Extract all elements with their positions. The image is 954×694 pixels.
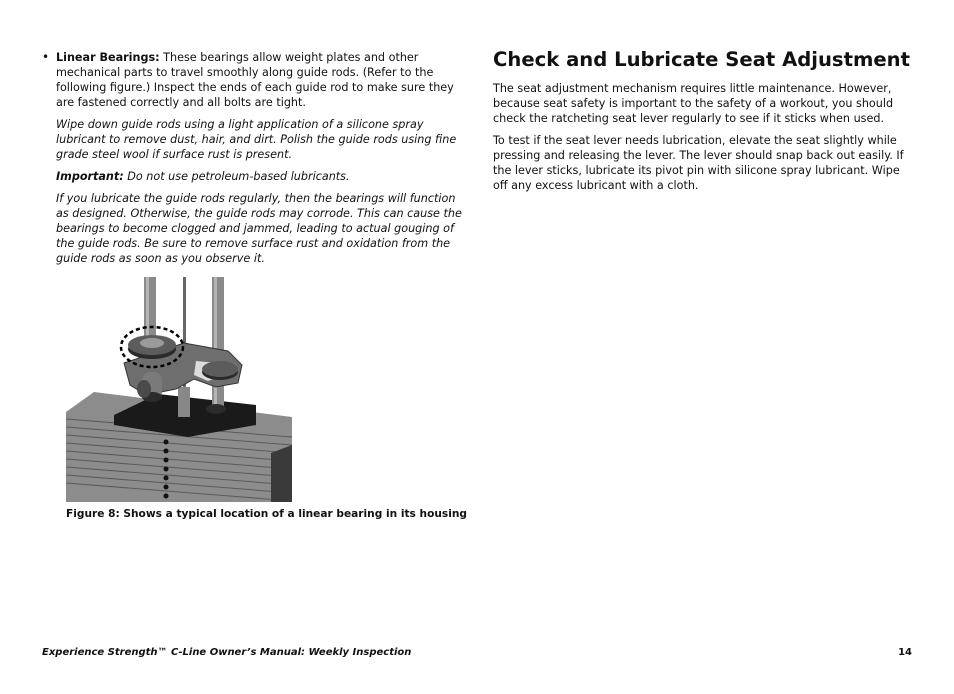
footer-title: Experience Strength™ C-Line Owner’s Manual: Weekly Inspection <box>42 647 412 658</box>
section-heading: Check and Lubricate Seat Adjustment <box>493 48 910 71</box>
right-column <box>493 48 913 193</box>
bullet-linear-bearings <box>42 50 462 110</box>
left-column <box>42 50 462 266</box>
figure-caption: Figure 8: Shows a typical location of a linear bearing in its housing <box>66 508 467 520</box>
seat-paragraph-2: To test if the seat lever needs lubrication, elevate the seat slightly while pressing and releasing the lever. The lever should snap back out easily. If the lever sticks, lubricate its pivot pin with silicone spray lubricant. Wipe off any excess lubricant with a cloth. <box>493 134 904 192</box>
wipe-paragraph: Wipe down guide rods using a light application of a silicone spray lubricant to remove dust, hair, and dirt. Polish the guide rods using fine grade steel wool if surface rust is present. <box>56 118 457 161</box>
important-label: Important: <box>56 170 124 183</box>
important-text: Do not use petroleum-based lubricants. <box>127 170 350 183</box>
seat-paragraph-1: The seat adjustment mechanism requires little maintenance. However, because seat safety is important to the safety of a workout, you should check the ratcheting seat lever regularly to see if it sticks when used. <box>493 82 894 125</box>
bullet-text: These bearings allow weight plates and other mechanical parts to travel smoothly along guide rods. (Refer to the following figure.) Inspect the ends of each guide rod to make sure they are fastened correctly and all bolts are tight. <box>56 51 454 109</box>
important-paragraph <box>56 169 462 184</box>
page-number: 14 <box>898 647 912 658</box>
bullet-label: Linear Bearings: <box>56 51 160 64</box>
linear-bearing-figure <box>66 277 292 502</box>
bullet-icon: • <box>42 50 50 64</box>
lubricate-paragraph: If you lubricate the guide rods regularly, then the bearings will function as designed. Otherwise, the guide rods may corrode. This can cause the bearings to become clogged and jammed, leading to actual gouging of the guide rods. Be sure to remove surface rust and oxidation from the guide rods as soon as you observe it. <box>56 192 462 265</box>
